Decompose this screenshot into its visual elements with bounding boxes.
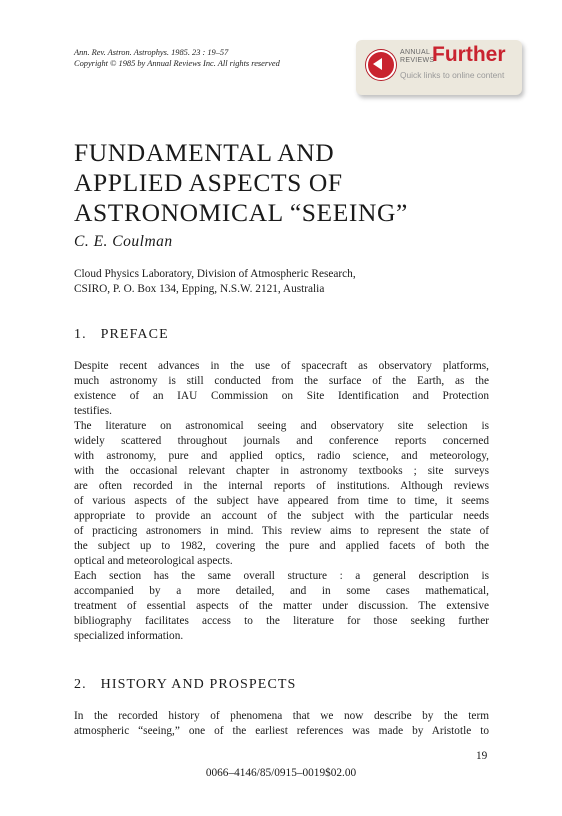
text-line: testifies. [74, 405, 112, 417]
further-title: Further [432, 43, 506, 66]
section-heading-history [74, 677, 296, 693]
author-affiliation [74, 267, 356, 297]
text-line: optical and meteorological aspects. [74, 555, 233, 567]
text-line: of practicing astronomers in mind. This review aims to represent the state of [74, 525, 489, 537]
author-name: C. E. Coulman [74, 233, 173, 250]
further-tagline: Quick links to online content [400, 70, 505, 80]
annual-reviews-logo [400, 49, 434, 65]
section-title: HISTORY AND PROSPECTS [100, 677, 297, 692]
copyright-notice: Copyright © 1985 by Annual Reviews Inc. All rights reserved [74, 59, 280, 68]
text-line: existence of an IAU Commission on Site Identification and Protection [74, 390, 489, 402]
section-title: PREFACE [100, 327, 169, 342]
affiliation-line: Cloud Physics Laboratory, Division of Atmospheric Research, [74, 268, 356, 280]
text-line: Each section has the same overall structure : a general description is [74, 570, 489, 582]
title-line: FUNDAMENTAL AND [74, 138, 335, 167]
text-line: with astronomy, pure and applied optics, radio science, and meteorology, [74, 450, 489, 462]
section-heading-preface [74, 327, 169, 343]
text-line: treatment of essential aspects of the matter under discussion. The extensive [74, 600, 489, 612]
text-line: In the recorded history of phenomena that we now describe by the term [74, 710, 489, 722]
article-code: 0066–4146/85/0915–0019$02.00 [205, 767, 357, 779]
back-arrow-icon [366, 50, 396, 80]
text-line: appropriate to provide an account of the subject with the particular needs [74, 510, 489, 522]
text-line: accompanied by a more detailed, and in some cases mathematical, [74, 585, 489, 597]
affiliation-line: CSIRO, P. O. Box 134, Epping, N.S.W. 2121, Australia [74, 283, 325, 295]
section-number: 2. [74, 677, 87, 692]
section-number: 1. [74, 327, 87, 342]
text-line: with the occasional relevant chapter in astronomy textbooks ; site surveys [74, 465, 489, 477]
reviews-text: REVIEWS [400, 57, 435, 64]
preface-body [74, 359, 489, 644]
text-line: bibliography facilitates access to the literature for those seeking further [74, 615, 489, 627]
article-title [74, 138, 408, 228]
text-line: The literature on astronomical seeing and observatory site selection is [74, 420, 489, 432]
text-line: much astronomy is still conducted from the surface of the Earth, as the [74, 375, 489, 387]
title-line: APPLIED ASPECTS OF [74, 168, 343, 197]
annual-text: ANNUAL [400, 49, 431, 56]
page-number: 19 [476, 750, 488, 762]
history-body [74, 709, 489, 739]
text-line: the subject up to 1982, covering the pure and applied facets of both the [74, 540, 489, 552]
text-line: are often recorded in the internal reports of institutions. Although reviews [74, 480, 489, 492]
journal-reference [74, 47, 280, 69]
further-links-banner[interactable] [356, 40, 522, 95]
text-line: of various aspects of the subject have appeared from time to time, it seems [74, 495, 489, 507]
text-line: specialized information. [74, 630, 184, 642]
text-line: Despite recent advances in the use of spacecraft as observatory platforms, [74, 360, 489, 372]
text-line: atmospheric “seeing,” one of the earliest references was made by Aristotle to [74, 725, 489, 737]
title-line: ASTRONOMICAL “SEEING” [74, 198, 408, 227]
journal-citation: Ann. Rev. Astron. Astrophys. 1985. 23 : 19–57 [74, 48, 229, 57]
text-line: widely scattered throughout journals and conference reports concerned [74, 435, 489, 447]
